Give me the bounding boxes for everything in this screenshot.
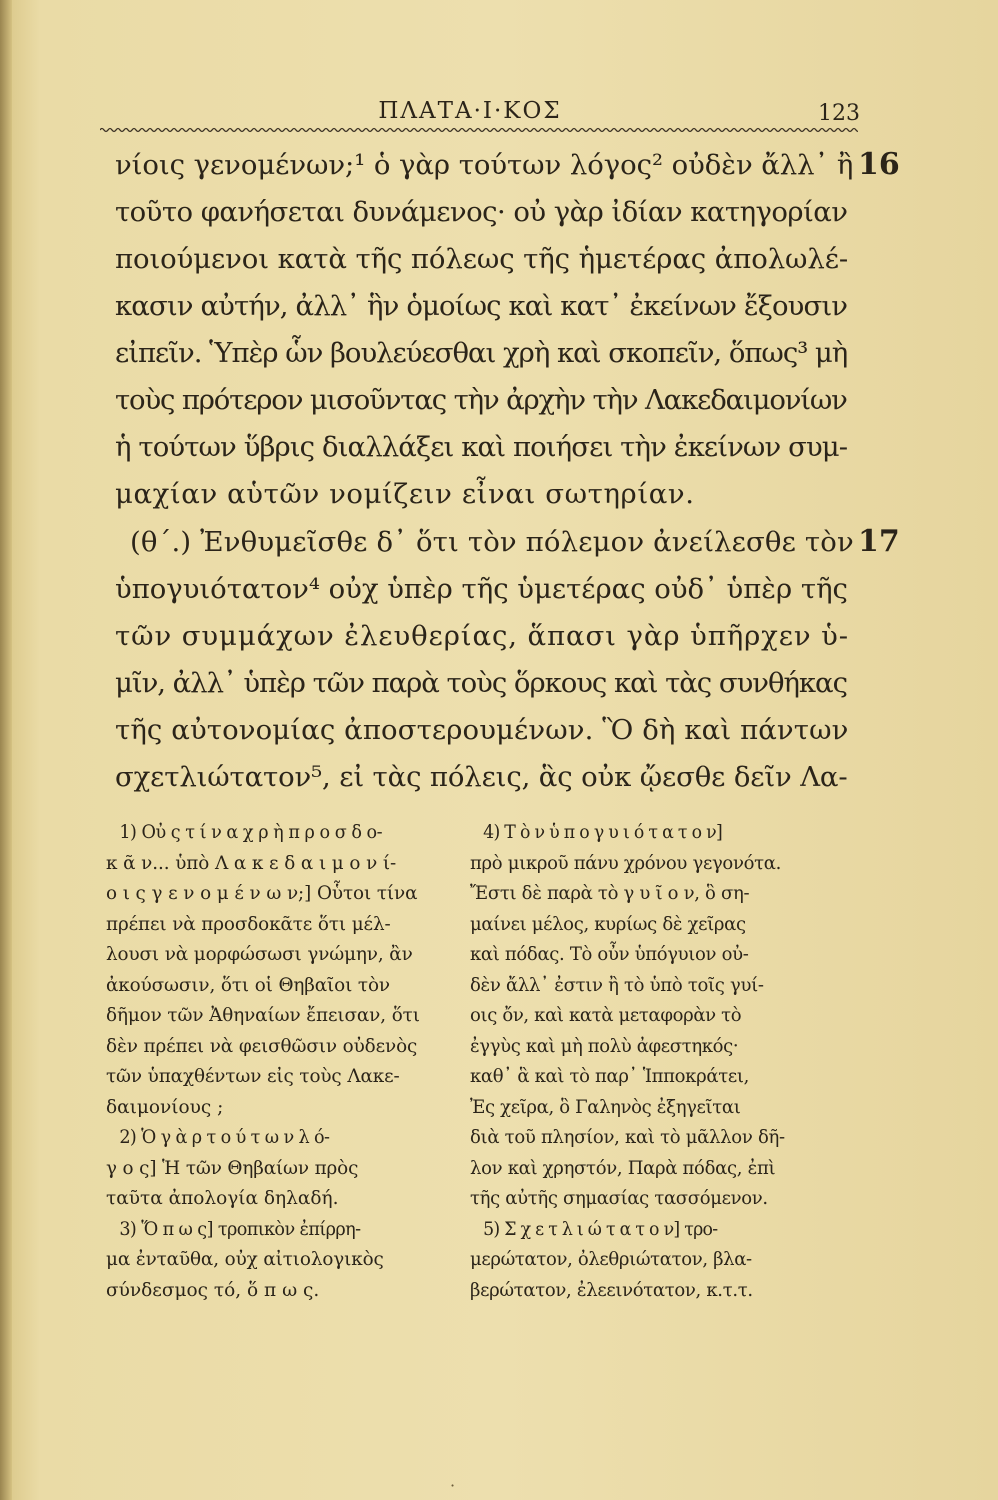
footnote-line: καθ᾽ ἃ καὶ τὸ παρ᾽ Ἱπποκράτει, (470, 1066, 749, 1087)
footnotes-right-column (470, 818, 850, 1306)
footnote-line: 4) Τ ὸ ν ὑ π ο γ υ ι ό τ α τ ο ν] (483, 822, 723, 843)
footnote-line: μα ἐνταῦθα, οὐχ αἰτιολογικὸς (106, 1249, 384, 1270)
page-number: 123 (818, 101, 860, 126)
text-line: κασιν αὐτήν, ἀλλ᾽ ἣν ὁμοίως καὶ κατ᾽ ἐκείνων ἔξουσιν (115, 290, 848, 322)
footnote-line: ἐγγὺς καὶ μὴ πολὺ ἀφεστηκός· (470, 1035, 739, 1057)
footnote-line: βερώτατον, ἐλεεινότατον, κ.τ.τ. (470, 1279, 753, 1301)
margin-section-number: 17 (858, 524, 900, 559)
text-line: νίοις γενομένων;¹ ὁ γὰρ τούτων λόγος² οὐδὲν ἄλλ᾽ ἢ (115, 149, 854, 181)
footnote-line: δαιμονίους ; (106, 1096, 224, 1118)
footnote-line: 3) Ὅ π ω ς] τροπικὸν ἐπίρρη- (119, 1218, 361, 1240)
footnote-line: σύνδεσμος τό, ὅ π ω ς. (106, 1279, 320, 1301)
footnote-line: λουσι νὰ μορφώσωσι γνώμην, ἂν (106, 944, 413, 965)
header-wavy-rule (100, 126, 858, 134)
footnote-line: τῆς αὐτῆς σημασίας τασσόμενον. (470, 1188, 768, 1209)
footnote-line: πρὸ μικροῦ πάνυ χρόνου γεγονότα. (470, 852, 782, 874)
margin-section-number: 16 (858, 147, 900, 182)
text-line: εἰπεῖν. Ὑπὲρ ὧν βουλεύεσθαι χρὴ καὶ σκοπεῖν, ὅπως³ μὴ (115, 337, 848, 369)
footnote-line: διὰ τοῦ πλησίον, καὶ τὸ μᾶλλον δῆ- (470, 1127, 785, 1148)
footnote-line: ἀκούσωσιν, ὅτι οἱ Θηβαῖοι τὸν (106, 974, 390, 996)
text-line: ὑπογυιότατον⁴ οὐχ ὑπὲρ τῆς ὑμετέρας οὐδ᾽ ὑπὲρ τῆς (115, 573, 848, 605)
footnote-line: τῶν ὑπαχθέντων εἰς τοὺς Λακε- (106, 1066, 400, 1087)
footnote-line: κ ᾶ ν... ὑπὸ Λ α κ ε δ α ι μ ο ν ί- (106, 852, 397, 874)
text-line: τῶν συμμάχων ἐλευθερίας, ἅπασι γὰρ ὑπῆρχεν ὑ- (115, 620, 849, 652)
text-line: τοῦτο φανήσεται δυνάμενος· οὐ γὰρ ἰδίαν κατηγορίαν (115, 196, 848, 228)
footnote-line: Ἔστι δὲ παρὰ τὸ γ υ ῖ ο ν, ὃ ση- (470, 883, 750, 904)
footnote-line: 2) Ὁ γ ὰ ρ τ ο ύ τ ω ν λ ό- (119, 1127, 330, 1148)
footnote-line: δὲν ἄλλ᾽ ἐστιν ἢ τὸ ὑπὸ τοῖς γυί- (470, 974, 764, 996)
footnote-line: λον καὶ χρηστόν, Παρὰ πόδας, ἐπὶ (470, 1157, 776, 1179)
text-line: τῆς αὐτονομίας ἀποστερουμένων. Ὃ δὴ καὶ πάντων (115, 714, 849, 746)
text-line: ποιούμενοι κατὰ τῆς πόλεως τῆς ἡμετέρας ἀπολωλέ- (115, 243, 849, 275)
text-line: μαχίαν αὑτῶν νομίζειν εἶναι σωτηρίαν. (115, 478, 695, 510)
page-gutter (0, 0, 12, 1500)
footnote-line: μαίνει μέλος, κυρίως δὲ χεῖρας (470, 913, 746, 935)
running-header: ΠΛΑΤΑ·Ι·ΚΟΣ (378, 98, 562, 124)
text-line: μῖν, ἀλλ᾽ ὑπὲρ τῶν παρὰ τοὺς ὅρκους καὶ τὰς συνθήκας (115, 667, 847, 699)
text-line: ἡ τούτων ὕβρις διαλλάξει καὶ ποιήσει τὴν ἐκείνων συμ- (115, 431, 848, 463)
bottom-mark: · (450, 1476, 456, 1495)
footnotes-left-column (106, 818, 461, 1306)
footnote-line: γ ο ς] Ἡ τῶν Θηβαίων πρὸς (106, 1157, 359, 1179)
footnote-line: οις ὄν, καὶ κατὰ μεταφορὰν τὸ (470, 1005, 742, 1026)
footnote-line: 1) Οὐ ς τ ί ν α χ ρ ὴ π ρ ο σ δ ο- (119, 822, 383, 843)
footnote-line: 5) Σ χ ε τ λ ι ώ τ α τ ο ν] τρο- (483, 1218, 718, 1240)
footnote-line: ταῦτα ἀπολογία δηλαδή. (106, 1188, 339, 1209)
footnote-line: Ἐς χεῖρα, ὃ Γαληνὸς ἐξηγεῖται (470, 1096, 741, 1118)
footnote-line: ο ι ς γ ε ν ο μ έ ν ω ν;] Οὗτοι τίνα (106, 883, 418, 904)
footnote-line: καὶ πόδας. Τὸ οὖν ὑπόγυιον οὐ- (470, 944, 749, 965)
footnote-line: μερώτατον, ὀλεθριώτατον, βλα- (470, 1249, 752, 1270)
text-line: (θ΄.) Ἐνθυμεῖσθε δ᾽ ὅτι τὸν πόλεμον ἀνείλεσθε τὸν (130, 526, 854, 558)
footnote-line: πρέπει νὰ προσδοκᾶτε ὅτι μέλ- (106, 913, 391, 935)
footnote-line: δὲν πρέπει νὰ φεισθῶσιν οὐδενὸς (106, 1035, 418, 1057)
text-line: τοὺς πρότερον μισοῦντας τὴν ἀρχὴν τὴν Λακεδαιμονίων (115, 384, 847, 416)
text-line: σχετλιώτατον⁵, εἰ τὰς πόλεις, ἃς οὐκ ᾤεσθε δεῖν Λα- (115, 761, 848, 793)
footnote-line: δῆμον τῶν Ἀθηναίων ἔπεισαν, ὅτι (106, 1005, 420, 1026)
